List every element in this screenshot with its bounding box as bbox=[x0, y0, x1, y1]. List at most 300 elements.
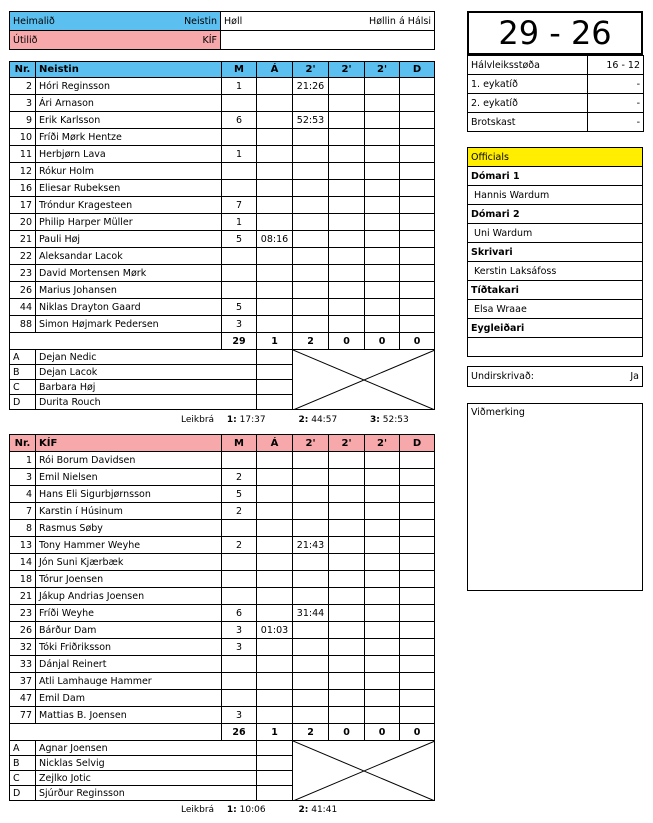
player-row bbox=[10, 571, 435, 588]
player-stat-a bbox=[257, 163, 293, 180]
player-row bbox=[10, 316, 435, 333]
score-row-label: 2. eykatíð bbox=[468, 94, 588, 113]
player-name: Erik Karlsson bbox=[36, 112, 222, 129]
totals-row bbox=[10, 333, 435, 350]
player-name: Jón Suni Kjærbæk bbox=[36, 554, 222, 571]
player-stat-d bbox=[400, 78, 435, 95]
player-row bbox=[10, 197, 435, 214]
player-number: 2 bbox=[10, 78, 36, 95]
player-stat-p3 bbox=[365, 554, 400, 571]
score-row bbox=[468, 94, 644, 113]
player-stat-p3 bbox=[365, 639, 400, 656]
official-name: Dejan Nedic bbox=[36, 350, 257, 365]
score-row-value: - bbox=[588, 113, 644, 132]
player-stat-d bbox=[400, 146, 435, 163]
player-stat-m bbox=[222, 588, 257, 605]
player-stat-m: 2 bbox=[222, 503, 257, 520]
player-stat-m: 3 bbox=[222, 622, 257, 639]
player-stat-a bbox=[257, 197, 293, 214]
player-name: Jákup Andrias Joensen bbox=[36, 588, 222, 605]
player-stat-m bbox=[222, 554, 257, 571]
player-stat-d bbox=[400, 554, 435, 571]
player-stat-d bbox=[400, 656, 435, 673]
player-stat-m: 7 bbox=[222, 197, 257, 214]
col-a: Á bbox=[257, 435, 293, 452]
player-stat-p2 bbox=[329, 571, 365, 588]
player-name: Dánjal Reinert bbox=[36, 656, 222, 673]
totals-row bbox=[10, 724, 435, 741]
player-stat-m bbox=[222, 571, 257, 588]
player-row bbox=[10, 95, 435, 112]
official-role: Dómari 2 bbox=[468, 205, 643, 224]
venue-empty-cell bbox=[221, 31, 435, 50]
score-row bbox=[468, 75, 644, 94]
player-stat-p3 bbox=[365, 78, 400, 95]
player-stat-m bbox=[222, 95, 257, 112]
player-row bbox=[10, 180, 435, 197]
timeout-2-label: 2: bbox=[298, 415, 309, 425]
player-stat-p2 bbox=[329, 707, 365, 724]
timeout-2-time: 44:57 bbox=[311, 415, 338, 425]
player-stat-m bbox=[222, 180, 257, 197]
player-row bbox=[10, 146, 435, 163]
player-number: 14 bbox=[10, 554, 36, 571]
player-stat-d bbox=[400, 197, 435, 214]
player-stat-p2 bbox=[329, 248, 365, 265]
official-name: Zejlko Jotic bbox=[36, 771, 257, 786]
official-a-cell bbox=[257, 365, 293, 380]
player-number: 26 bbox=[10, 282, 36, 299]
official-code: A bbox=[10, 741, 36, 756]
remarks-label: Viðmerking bbox=[471, 407, 525, 418]
player-number: 23 bbox=[10, 605, 36, 622]
player-name: Fríði Mørk Hentze bbox=[36, 129, 222, 146]
player-stat-m: 3 bbox=[222, 639, 257, 656]
total-p3: 0 bbox=[365, 724, 400, 741]
score-details bbox=[467, 55, 644, 132]
score-row-label: Hálvleiksstøða bbox=[468, 56, 588, 75]
player-stat-m: 2 bbox=[222, 537, 257, 554]
player-stat-a bbox=[257, 112, 293, 129]
score-row bbox=[468, 113, 644, 132]
player-name: Tóki Friðriksson bbox=[36, 639, 222, 656]
player-number: 17 bbox=[10, 197, 36, 214]
player-stat-p2 bbox=[329, 265, 365, 282]
player-stat-m bbox=[222, 673, 257, 690]
player-stat-p2 bbox=[329, 146, 365, 163]
official-name: Agnar Joensen bbox=[36, 741, 257, 756]
official-name: Nicklas Selvig bbox=[36, 756, 257, 771]
official-code: C bbox=[10, 380, 36, 395]
official-code: B bbox=[10, 756, 36, 771]
player-stat-m bbox=[222, 163, 257, 180]
player-stat-d bbox=[400, 452, 435, 469]
player-stat-p3 bbox=[365, 316, 400, 333]
timeout-2-time: 41:41 bbox=[311, 805, 338, 815]
player-row bbox=[10, 486, 435, 503]
player-stat-p3 bbox=[365, 605, 400, 622]
player-stat-p3 bbox=[365, 231, 400, 248]
team-official-row bbox=[10, 741, 435, 756]
player-stat-p3 bbox=[365, 690, 400, 707]
player-stat-p1 bbox=[293, 656, 329, 673]
player-row bbox=[10, 452, 435, 469]
official-person: Kerstin Laksáfoss bbox=[468, 262, 643, 281]
player-row bbox=[10, 690, 435, 707]
player-name: Pauli Høj bbox=[36, 231, 222, 248]
official-person: Elsa Wraae bbox=[468, 300, 643, 319]
official-name-row bbox=[468, 300, 643, 319]
player-number: 11 bbox=[10, 146, 36, 163]
final-score: 29 - 26 bbox=[467, 11, 643, 55]
player-stat-m bbox=[222, 129, 257, 146]
venue-label: Høll bbox=[224, 15, 243, 27]
player-number: 12 bbox=[10, 163, 36, 180]
player-stat-p2 bbox=[329, 299, 365, 316]
timeout-1-time: 17:37 bbox=[239, 415, 266, 425]
player-stat-a bbox=[257, 265, 293, 282]
player-number: 22 bbox=[10, 248, 36, 265]
score-row bbox=[468, 56, 644, 75]
player-stat-d bbox=[400, 231, 435, 248]
player-stat-m bbox=[222, 248, 257, 265]
official-code: A bbox=[10, 350, 36, 365]
player-row bbox=[10, 129, 435, 146]
player-name: Ári Arnason bbox=[36, 95, 222, 112]
player-name: Aleksandar Lacok bbox=[36, 248, 222, 265]
away-label: Útilið bbox=[13, 34, 38, 46]
official-person bbox=[468, 338, 643, 357]
player-stat-p3 bbox=[365, 282, 400, 299]
player-stat-p2 bbox=[329, 486, 365, 503]
col-2min-2: 2' bbox=[329, 435, 365, 452]
player-name: Bárður Dam bbox=[36, 622, 222, 639]
player-number: 26 bbox=[10, 622, 36, 639]
player-stat-d bbox=[400, 571, 435, 588]
player-stat-m: 6 bbox=[222, 605, 257, 622]
player-row bbox=[10, 605, 435, 622]
player-stat-a bbox=[257, 707, 293, 724]
player-name: Herbjørn Lava bbox=[36, 146, 222, 163]
player-stat-p1 bbox=[293, 588, 329, 605]
player-name: Emil Nielsen bbox=[36, 469, 222, 486]
player-stat-d bbox=[400, 639, 435, 656]
player-stat-p1 bbox=[293, 282, 329, 299]
player-stat-a bbox=[257, 503, 293, 520]
player-stat-a bbox=[257, 95, 293, 112]
col-d: D bbox=[400, 62, 435, 78]
player-stat-m: 3 bbox=[222, 316, 257, 333]
total-a: 1 bbox=[257, 333, 293, 350]
official-name: Sjúrður Reginsson bbox=[36, 786, 257, 801]
player-stat-p3 bbox=[365, 214, 400, 231]
player-row bbox=[10, 639, 435, 656]
player-stat-a bbox=[257, 554, 293, 571]
player-stat-d bbox=[400, 265, 435, 282]
total-p1: 2 bbox=[293, 724, 329, 741]
player-stat-p1 bbox=[293, 265, 329, 282]
player-stat-p1 bbox=[293, 299, 329, 316]
total-p2: 0 bbox=[329, 333, 365, 350]
home-team-name: Neistin bbox=[184, 15, 217, 27]
player-stat-p2 bbox=[329, 588, 365, 605]
player-stat-a bbox=[257, 673, 293, 690]
player-name: Tony Hammer Weyhe bbox=[36, 537, 222, 554]
player-name: Tórur Joensen bbox=[36, 571, 222, 588]
player-stat-p3 bbox=[365, 503, 400, 520]
player-stat-a bbox=[257, 469, 293, 486]
player-stat-a bbox=[257, 248, 293, 265]
signed-box bbox=[467, 366, 643, 387]
player-stat-p1 bbox=[293, 163, 329, 180]
player-stat-p1 bbox=[293, 503, 329, 520]
player-stat-p1 bbox=[293, 486, 329, 503]
player-stat-m: 1 bbox=[222, 214, 257, 231]
score-row-value: 16 - 12 bbox=[588, 56, 644, 75]
cross-icon bbox=[293, 741, 435, 801]
official-code: C bbox=[10, 771, 36, 786]
official-role-row bbox=[468, 205, 643, 224]
player-number: 16 bbox=[10, 180, 36, 197]
player-stat-a bbox=[257, 214, 293, 231]
player-row bbox=[10, 248, 435, 265]
player-row bbox=[10, 163, 435, 180]
player-stat-p2 bbox=[329, 95, 365, 112]
player-stat-p1 bbox=[293, 554, 329, 571]
player-stat-a bbox=[257, 146, 293, 163]
player-stat-p3 bbox=[365, 707, 400, 724]
player-name: Fríði Weyhe bbox=[36, 605, 222, 622]
player-number: 77 bbox=[10, 707, 36, 724]
player-stat-p2 bbox=[329, 78, 365, 95]
player-stat-p1 bbox=[293, 673, 329, 690]
official-a-cell bbox=[257, 350, 293, 365]
cross-icon bbox=[293, 350, 435, 410]
official-code: D bbox=[10, 786, 36, 801]
player-stat-a bbox=[257, 520, 293, 537]
player-row bbox=[10, 503, 435, 520]
player-stat-d bbox=[400, 605, 435, 622]
col-nr: Nr. bbox=[10, 435, 36, 452]
col-m: M bbox=[222, 435, 257, 452]
col-2min-2: 2' bbox=[329, 62, 365, 78]
player-row bbox=[10, 78, 435, 95]
player-number: 3 bbox=[10, 469, 36, 486]
player-stat-p2 bbox=[329, 554, 365, 571]
player-stat-p2 bbox=[329, 622, 365, 639]
player-stat-p2 bbox=[329, 316, 365, 333]
player-stat-p2 bbox=[329, 282, 365, 299]
player-stat-d bbox=[400, 163, 435, 180]
player-stat-p3 bbox=[365, 537, 400, 554]
score-row-label: Brotskast bbox=[468, 113, 588, 132]
player-name: Philip Harper Müller bbox=[36, 214, 222, 231]
player-stat-p2 bbox=[329, 452, 365, 469]
player-stat-p1: 31:44 bbox=[293, 605, 329, 622]
player-stat-p1 bbox=[293, 146, 329, 163]
official-name-row bbox=[468, 262, 643, 281]
player-number: 7 bbox=[10, 503, 36, 520]
official-name: Barbara Høj bbox=[36, 380, 257, 395]
player-stat-p1 bbox=[293, 707, 329, 724]
player-stat-a bbox=[257, 129, 293, 146]
player-stat-m: 2 bbox=[222, 469, 257, 486]
player-stat-p2 bbox=[329, 520, 365, 537]
player-stat-p2 bbox=[329, 180, 365, 197]
player-stat-d bbox=[400, 503, 435, 520]
official-a-cell bbox=[257, 771, 293, 786]
officials-panel bbox=[467, 147, 643, 357]
crossed-out-box bbox=[293, 741, 435, 801]
player-name: Atli Lamhauge Hammer bbox=[36, 673, 222, 690]
total-p2: 0 bbox=[329, 724, 365, 741]
timeout-2-label: 2: bbox=[298, 805, 309, 815]
official-name-row bbox=[468, 224, 643, 243]
player-stat-p3 bbox=[365, 112, 400, 129]
player-stat-p2 bbox=[329, 605, 365, 622]
player-stat-p1 bbox=[293, 248, 329, 265]
player-number: 3 bbox=[10, 95, 36, 112]
player-stat-p1 bbox=[293, 129, 329, 146]
player-stat-m: 6 bbox=[222, 112, 257, 129]
player-stat-p3 bbox=[365, 146, 400, 163]
player-stat-p3 bbox=[365, 163, 400, 180]
player-stat-p1: 21:26 bbox=[293, 78, 329, 95]
player-row bbox=[10, 537, 435, 554]
player-stat-p2 bbox=[329, 163, 365, 180]
player-name: Karstin í Húsinum bbox=[36, 503, 222, 520]
timeout-1-label: 1: bbox=[226, 805, 237, 815]
player-stat-p2 bbox=[329, 214, 365, 231]
player-name: Rasmus Søby bbox=[36, 520, 222, 537]
player-stat-p3 bbox=[365, 248, 400, 265]
team-official-row bbox=[10, 350, 435, 365]
player-stat-p2 bbox=[329, 656, 365, 673]
player-number: 21 bbox=[10, 231, 36, 248]
player-stat-a bbox=[257, 486, 293, 503]
player-row bbox=[10, 112, 435, 129]
player-stat-a bbox=[257, 571, 293, 588]
official-a-cell bbox=[257, 380, 293, 395]
player-stat-p1 bbox=[293, 571, 329, 588]
total-m: 26 bbox=[222, 724, 257, 741]
player-stat-d bbox=[400, 248, 435, 265]
player-stat-p3 bbox=[365, 520, 400, 537]
player-row bbox=[10, 588, 435, 605]
player-stat-p3 bbox=[365, 95, 400, 112]
player-stat-m: 3 bbox=[222, 707, 257, 724]
col-2min-3: 2' bbox=[365, 435, 400, 452]
player-stat-m bbox=[222, 452, 257, 469]
away-team-table bbox=[9, 434, 435, 801]
player-stat-p2 bbox=[329, 469, 365, 486]
player-stat-d bbox=[400, 486, 435, 503]
player-stat-p1 bbox=[293, 690, 329, 707]
total-m: 29 bbox=[222, 333, 257, 350]
player-stat-d bbox=[400, 673, 435, 690]
venue-name: Høllin á Hálsi bbox=[369, 15, 431, 27]
player-stat-d bbox=[400, 180, 435, 197]
player-stat-d bbox=[400, 707, 435, 724]
official-code: B bbox=[10, 365, 36, 380]
player-number: 10 bbox=[10, 129, 36, 146]
player-number: 4 bbox=[10, 486, 36, 503]
player-stat-p1 bbox=[293, 95, 329, 112]
away-team-heading: KÍF bbox=[36, 435, 222, 452]
player-stat-p1 bbox=[293, 214, 329, 231]
official-role-row bbox=[468, 243, 643, 262]
player-stat-a bbox=[257, 690, 293, 707]
player-stat-d bbox=[400, 129, 435, 146]
player-stat-d bbox=[400, 520, 435, 537]
signed-label: Undirskrivað: bbox=[471, 371, 535, 382]
timeouts-label: Leikbrá bbox=[181, 415, 215, 425]
player-number: 44 bbox=[10, 299, 36, 316]
official-code: D bbox=[10, 395, 36, 410]
official-name-row bbox=[468, 338, 643, 357]
col-2min-1: 2' bbox=[293, 62, 329, 78]
player-name: Simon Højmark Pedersen bbox=[36, 316, 222, 333]
player-stat-p1 bbox=[293, 520, 329, 537]
official-name: Dejan Lacok bbox=[36, 365, 257, 380]
player-stat-p1 bbox=[293, 231, 329, 248]
crossed-out-box bbox=[293, 350, 435, 410]
home-team-cell bbox=[10, 12, 221, 31]
total-p3: 0 bbox=[365, 333, 400, 350]
player-stat-a bbox=[257, 537, 293, 554]
totals-blank bbox=[10, 724, 222, 741]
player-stat-p3 bbox=[365, 299, 400, 316]
totals-blank bbox=[10, 333, 222, 350]
official-a-cell bbox=[257, 395, 293, 410]
player-number: 20 bbox=[10, 214, 36, 231]
player-number: 47 bbox=[10, 690, 36, 707]
player-stat-p3 bbox=[365, 588, 400, 605]
player-stat-d bbox=[400, 316, 435, 333]
player-row bbox=[10, 554, 435, 571]
player-stat-a bbox=[257, 452, 293, 469]
player-name: Rói Borum Davidsen bbox=[36, 452, 222, 469]
timeout-1-time: 10:06 bbox=[239, 805, 266, 815]
player-stat-a bbox=[257, 639, 293, 656]
col-nr: Nr. bbox=[10, 62, 36, 78]
player-number: 13 bbox=[10, 537, 36, 554]
score-row-value: - bbox=[588, 94, 644, 113]
player-stat-p2 bbox=[329, 673, 365, 690]
player-stat-p2 bbox=[329, 503, 365, 520]
col-d: D bbox=[400, 435, 435, 452]
player-stat-p2 bbox=[329, 197, 365, 214]
player-stat-d bbox=[400, 690, 435, 707]
player-stat-a bbox=[257, 605, 293, 622]
player-name: Rókur Holm bbox=[36, 163, 222, 180]
player-number: 33 bbox=[10, 656, 36, 673]
player-row bbox=[10, 299, 435, 316]
col-2min-3: 2' bbox=[365, 62, 400, 78]
player-number: 8 bbox=[10, 520, 36, 537]
player-stat-p1: 52:53 bbox=[293, 112, 329, 129]
official-role: Tíðtakari bbox=[468, 281, 643, 300]
player-stat-m bbox=[222, 282, 257, 299]
official-a-cell bbox=[257, 786, 293, 801]
total-d: 0 bbox=[400, 724, 435, 741]
player-row bbox=[10, 673, 435, 690]
player-name: Hóri Reginsson bbox=[36, 78, 222, 95]
player-row bbox=[10, 707, 435, 724]
player-stat-p1 bbox=[293, 180, 329, 197]
player-stat-p3 bbox=[365, 656, 400, 673]
player-number: 23 bbox=[10, 265, 36, 282]
